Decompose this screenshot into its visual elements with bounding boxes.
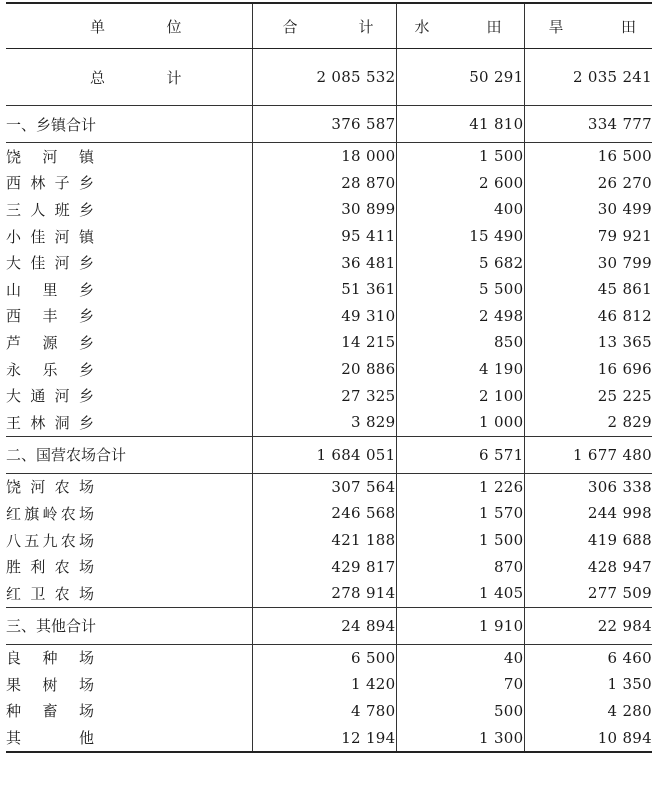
row-label-char: 乡 (78, 413, 94, 432)
row-label-char: 芦 (6, 333, 22, 352)
table-row (6, 329, 652, 356)
table-row (6, 143, 652, 170)
table-row (6, 196, 652, 223)
row-total: 429 817 (252, 553, 396, 580)
group-label: 一、乡镇合计 (6, 106, 252, 143)
row-label-char: 场 (78, 478, 94, 497)
row-paddy: 15 490 (396, 223, 524, 250)
row-label-char: 其 (6, 729, 22, 748)
group-row (6, 607, 652, 644)
row-label-char: 场 (78, 584, 94, 603)
row-label-char: 农 (54, 558, 70, 577)
row-total: 95 411 (252, 223, 396, 250)
row-label-char: 王 (6, 413, 22, 432)
grand-total-paddy: 50 291 (396, 49, 524, 106)
group-total: 24 894 (252, 607, 396, 644)
table-row (6, 303, 652, 330)
row-label-char: 乡 (78, 280, 94, 299)
header-unit-char: 位 (166, 17, 182, 36)
row-label-char: 场 (78, 504, 94, 523)
row-total: 3 829 (252, 409, 396, 436)
table-row (6, 644, 652, 671)
row-label (6, 249, 252, 276)
row-paddy: 40 (396, 644, 524, 671)
row-label-char: 河 (30, 478, 46, 497)
table-row (6, 382, 652, 409)
row-label-char: 子 (54, 174, 70, 193)
row-label (6, 580, 252, 607)
row-label-char: 林 (30, 174, 46, 193)
grand-total-total: 2 085 532 (252, 49, 396, 106)
group-label: 三、其他合计 (6, 607, 252, 644)
row-label-char: 利 (30, 558, 46, 577)
row-label-char: 良 (6, 649, 22, 668)
row-dry: 244 998 (524, 500, 652, 527)
row-label (6, 409, 252, 436)
row-total: 12 194 (252, 724, 396, 752)
row-label-char: 林 (30, 413, 46, 432)
row-label-char: 场 (78, 702, 94, 721)
row-label-char: 佳 (30, 254, 46, 273)
row-total: 20 886 (252, 356, 396, 383)
header-paddy-char: 水 (414, 17, 430, 36)
row-label-char: 镇 (78, 227, 94, 246)
group-total: 1 684 051 (252, 436, 396, 473)
group-label: 二、国营农场合计 (6, 436, 252, 473)
row-dry: 419 688 (524, 527, 652, 554)
group-paddy: 6 571 (396, 436, 524, 473)
group-paddy: 41 810 (396, 106, 524, 143)
row-label (6, 143, 252, 170)
row-label-char: 果 (6, 675, 22, 694)
row-label (6, 382, 252, 409)
row-paddy: 1 570 (396, 500, 524, 527)
row-label (6, 303, 252, 330)
row-dry: 16 500 (524, 143, 652, 170)
row-dry: 4 280 (524, 698, 652, 725)
row-label (6, 276, 252, 303)
header-dry (524, 3, 652, 49)
row-label (6, 329, 252, 356)
group-section (6, 607, 652, 752)
grand-total-dry: 2 035 241 (524, 49, 652, 106)
row-total: 4 780 (252, 698, 396, 725)
row-label-char: 卫 (30, 584, 46, 603)
group-total: 376 587 (252, 106, 396, 143)
table-row (6, 527, 652, 554)
table-row (6, 223, 652, 250)
header-dry-char: 旱 (548, 17, 564, 36)
row-total: 307 564 (252, 473, 396, 500)
row-paddy: 1 000 (396, 409, 524, 436)
row-dry: 2 829 (524, 409, 652, 436)
row-label (6, 698, 252, 725)
row-label-char: 农 (54, 584, 70, 603)
row-label-char: 他 (78, 729, 94, 748)
table-row (6, 276, 652, 303)
row-paddy: 5 682 (396, 249, 524, 276)
row-label-char: 河 (42, 147, 58, 166)
row-total: 27 325 (252, 382, 396, 409)
grand-total-label (6, 49, 252, 106)
group-dry: 334 777 (524, 106, 652, 143)
table-row (6, 170, 652, 197)
row-label-char: 三 (6, 200, 22, 219)
row-label (6, 644, 252, 671)
header-paddy (396, 3, 524, 49)
row-label-char: 旗 (24, 504, 40, 523)
row-total: 6 500 (252, 644, 396, 671)
table-row (6, 724, 652, 752)
header-total (252, 3, 396, 49)
table-row (6, 473, 652, 500)
row-label-char: 乡 (78, 360, 94, 379)
row-dry: 26 270 (524, 170, 652, 197)
group-dry: 1 677 480 (524, 436, 652, 473)
table-row (6, 671, 652, 698)
row-label-char: 乡 (78, 307, 94, 326)
row-total: 1 420 (252, 671, 396, 698)
row-label-char: 大 (6, 387, 22, 406)
row-label-char: 河 (54, 227, 70, 246)
table-row (6, 553, 652, 580)
header-paddy-char: 田 (486, 17, 502, 36)
header-total-char: 计 (358, 17, 374, 36)
row-label-char: 西 (6, 174, 22, 193)
row-label-char: 河 (54, 387, 70, 406)
row-label-char: 乡 (78, 387, 94, 406)
row-label-char: 场 (78, 531, 94, 550)
row-label-char: 五 (24, 531, 40, 550)
row-paddy: 70 (396, 671, 524, 698)
row-label-char: 红 (6, 584, 22, 603)
row-paddy: 1 300 (396, 724, 524, 752)
row-paddy: 870 (396, 553, 524, 580)
group-row (6, 106, 652, 143)
row-total: 421 188 (252, 527, 396, 554)
row-label-char: 山 (6, 280, 22, 299)
row-label-char: 农 (60, 504, 76, 523)
row-label-char: 乡 (78, 200, 94, 219)
table-row (6, 356, 652, 383)
row-label-char: 胜 (6, 558, 22, 577)
row-dry: 277 509 (524, 580, 652, 607)
table-row (6, 500, 652, 527)
row-paddy: 400 (396, 196, 524, 223)
row-label-char: 场 (78, 558, 94, 577)
row-paddy: 1 500 (396, 143, 524, 170)
row-label-char: 里 (42, 280, 58, 299)
row-paddy: 2 600 (396, 170, 524, 197)
row-dry: 30 799 (524, 249, 652, 276)
group-section (6, 106, 652, 437)
row-total: 14 215 (252, 329, 396, 356)
row-total: 18 000 (252, 143, 396, 170)
row-label (6, 356, 252, 383)
header-total-char: 合 (282, 17, 298, 36)
row-paddy: 2 100 (396, 382, 524, 409)
row-label-char: 种 (42, 649, 58, 668)
row-dry: 45 861 (524, 276, 652, 303)
row-paddy: 1 500 (396, 527, 524, 554)
row-label-char: 岭 (42, 504, 58, 523)
row-paddy: 4 190 (396, 356, 524, 383)
row-label-char: 场 (78, 649, 94, 668)
row-total: 36 481 (252, 249, 396, 276)
row-dry: 30 499 (524, 196, 652, 223)
row-label-char: 通 (30, 387, 46, 406)
row-label-char: 西 (6, 307, 22, 326)
row-label-char: 小 (6, 227, 22, 246)
row-paddy: 500 (396, 698, 524, 725)
grand-total-row (6, 49, 652, 106)
row-label (6, 553, 252, 580)
row-label-char: 丰 (42, 307, 58, 326)
row-dry: 428 947 (524, 553, 652, 580)
group-paddy: 1 910 (396, 607, 524, 644)
row-paddy: 1 405 (396, 580, 524, 607)
row-label-char: 佳 (30, 227, 46, 246)
row-label (6, 223, 252, 250)
row-label (6, 724, 252, 752)
group-row (6, 436, 652, 473)
row-label-char: 洞 (54, 413, 70, 432)
row-label (6, 170, 252, 197)
row-label-char: 河 (54, 254, 70, 273)
row-dry: 13 365 (524, 329, 652, 356)
farmland-table (6, 2, 652, 753)
row-label-char: 镇 (78, 147, 94, 166)
row-label-char: 树 (42, 675, 58, 694)
row-dry: 79 921 (524, 223, 652, 250)
row-label-char: 九 (42, 531, 58, 550)
row-label-char: 场 (78, 675, 94, 694)
grand-total-char: 总 (90, 68, 106, 87)
row-total: 28 870 (252, 170, 396, 197)
row-dry: 6 460 (524, 644, 652, 671)
row-label-char: 红 (6, 504, 22, 523)
row-label-char: 源 (42, 333, 58, 352)
row-label-char: 大 (6, 254, 22, 273)
table-row (6, 249, 652, 276)
row-paddy: 1 226 (396, 473, 524, 500)
row-label (6, 196, 252, 223)
row-label (6, 671, 252, 698)
row-label-char: 乡 (78, 333, 94, 352)
row-label-char: 饶 (6, 478, 22, 497)
row-label-char: 永 (6, 360, 22, 379)
table-row (6, 580, 652, 607)
row-label-char: 畜 (42, 702, 58, 721)
header-row (6, 3, 652, 49)
group-dry: 22 984 (524, 607, 652, 644)
row-label (6, 500, 252, 527)
row-paddy: 2 498 (396, 303, 524, 330)
row-total: 49 310 (252, 303, 396, 330)
grand-total-char: 计 (166, 68, 182, 87)
row-dry: 10 894 (524, 724, 652, 752)
row-label-char: 乡 (78, 254, 94, 273)
row-total: 51 361 (252, 276, 396, 303)
table-row (6, 409, 652, 436)
group-section (6, 436, 652, 607)
row-dry: 306 338 (524, 473, 652, 500)
row-total: 246 568 (252, 500, 396, 527)
header-dry-char: 田 (620, 17, 636, 36)
row-label-char: 种 (6, 702, 22, 721)
row-total: 278 914 (252, 580, 396, 607)
row-label (6, 527, 252, 554)
row-label (6, 473, 252, 500)
row-label-char: 饶 (6, 147, 22, 166)
row-label-char: 人 (30, 200, 46, 219)
row-dry: 25 225 (524, 382, 652, 409)
row-label-char: 农 (54, 478, 70, 497)
header-unit (6, 3, 252, 49)
row-dry: 16 696 (524, 356, 652, 383)
row-label-char: 八 (6, 531, 22, 550)
table-row (6, 698, 652, 725)
row-label-char: 乡 (78, 174, 94, 193)
row-dry: 1 350 (524, 671, 652, 698)
row-label-char: 乐 (42, 360, 58, 379)
row-label-char: 班 (54, 200, 70, 219)
row-paddy: 850 (396, 329, 524, 356)
row-label-char: 农 (60, 531, 76, 550)
header-unit-char: 单 (90, 17, 106, 36)
row-paddy: 5 500 (396, 276, 524, 303)
row-total: 30 899 (252, 196, 396, 223)
row-dry: 46 812 (524, 303, 652, 330)
